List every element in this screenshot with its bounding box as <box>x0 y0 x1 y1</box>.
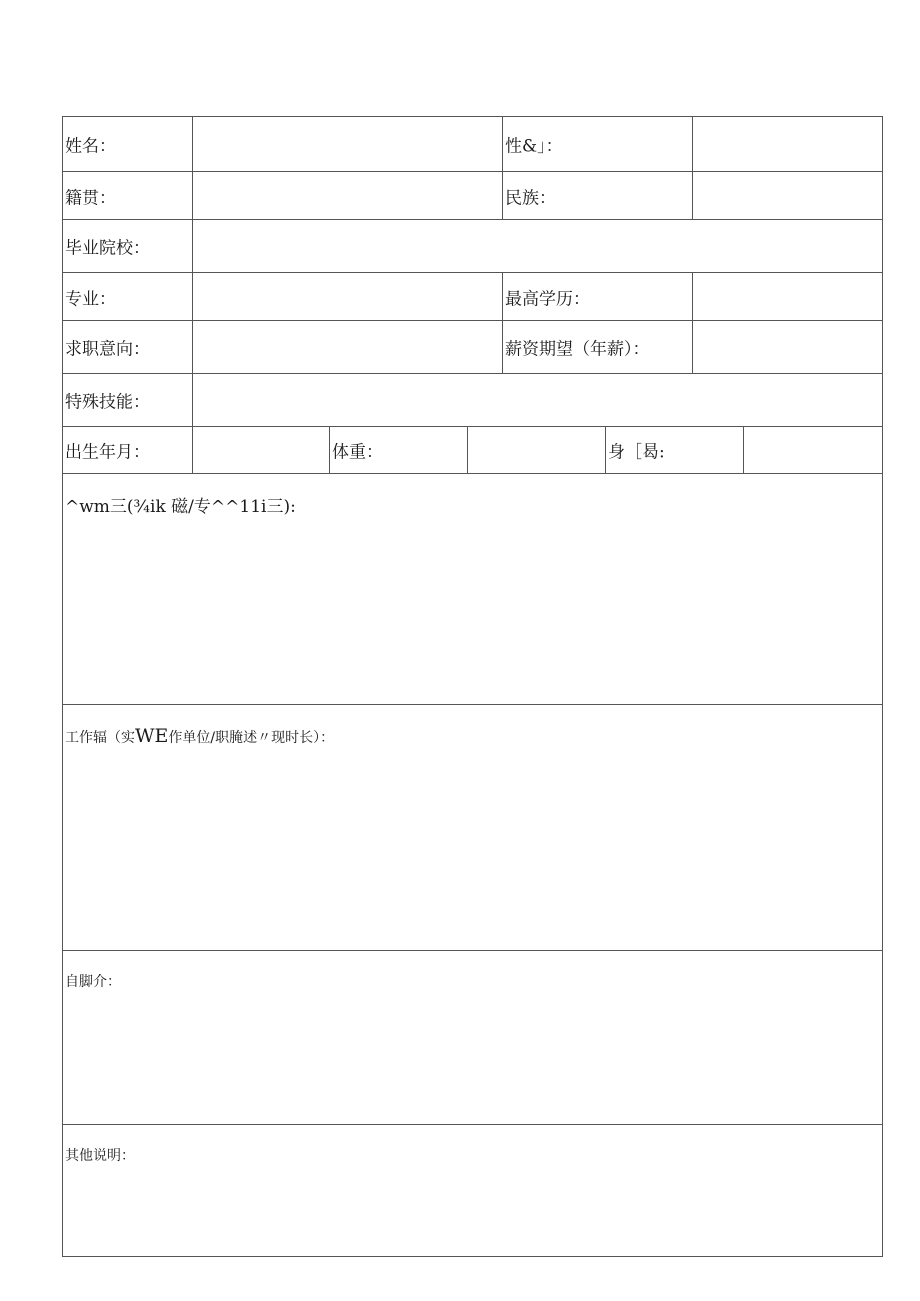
ethnicity-label-cell <box>503 172 693 219</box>
education-label: 最高学历： <box>505 289 590 309</box>
salary-label: 薪资期望（年薪）： <box>505 339 650 360</box>
gender-label-cell <box>503 117 693 171</box>
height-label-cell <box>606 427 744 473</box>
height-field[interactable] <box>744 427 884 473</box>
birth-label: 出生年月： <box>65 442 150 463</box>
name-field[interactable] <box>193 117 503 171</box>
skills-field[interactable] <box>193 374 884 426</box>
school-field[interactable] <box>193 220 884 272</box>
job-intention-label: 求职意向： <box>65 339 150 360</box>
school-label: 毕业院校： <box>65 238 150 259</box>
weight-field[interactable] <box>468 427 606 473</box>
weight-label: 体重： <box>332 442 383 463</box>
birth-field[interactable] <box>193 427 330 473</box>
row-job-salary <box>63 321 882 374</box>
skills-label: 特殊技能： <box>65 392 150 413</box>
row-native-ethnicity <box>63 172 882 220</box>
row-name-gender <box>63 117 882 172</box>
section-other-notes[interactable] <box>63 1125 882 1256</box>
work-history-label: 工作辐（实WE作单位/职腌述〃现时长）： <box>65 725 335 747</box>
education-history-label: ^wm三(¾ik 磁/专^^11i三): <box>65 497 296 517</box>
job-intention-label-cell <box>63 321 193 373</box>
native-place-field[interactable] <box>193 172 503 219</box>
row-school <box>63 220 882 273</box>
major-label-cell <box>63 273 193 320</box>
ethnicity-field[interactable] <box>693 172 884 219</box>
row-birth-weight-height <box>63 427 882 474</box>
other-notes-label: 其他说明： <box>65 1148 135 1164</box>
birth-label-cell <box>63 427 193 473</box>
skills-label-cell <box>63 374 193 426</box>
self-intro-label: 自脚介： <box>65 974 121 990</box>
major-label: 专业： <box>65 289 116 309</box>
section-self-intro[interactable] <box>63 951 882 1125</box>
salary-label-cell <box>503 321 693 373</box>
name-label-cell <box>63 117 193 171</box>
resume-form <box>62 116 883 1257</box>
school-label-cell <box>63 220 193 272</box>
height-label: 身［曷: <box>608 442 665 463</box>
education-field[interactable] <box>693 273 884 320</box>
gender-label: 性&」： <box>505 136 563 157</box>
ethnicity-label: 民族： <box>505 188 556 208</box>
job-intention-field[interactable] <box>193 321 503 373</box>
section-education-history[interactable] <box>63 474 882 705</box>
native-place-label-cell <box>63 172 193 219</box>
major-field[interactable] <box>193 273 503 320</box>
section-work-history[interactable] <box>63 705 882 951</box>
native-place-label: 籍贯： <box>65 188 116 208</box>
row-major-education <box>63 273 882 321</box>
salary-field[interactable] <box>693 321 884 373</box>
name-label: 姓名： <box>65 136 116 157</box>
row-skills <box>63 374 882 427</box>
education-label-cell <box>503 273 693 320</box>
weight-label-cell <box>330 427 468 473</box>
gender-field[interactable] <box>693 117 884 171</box>
